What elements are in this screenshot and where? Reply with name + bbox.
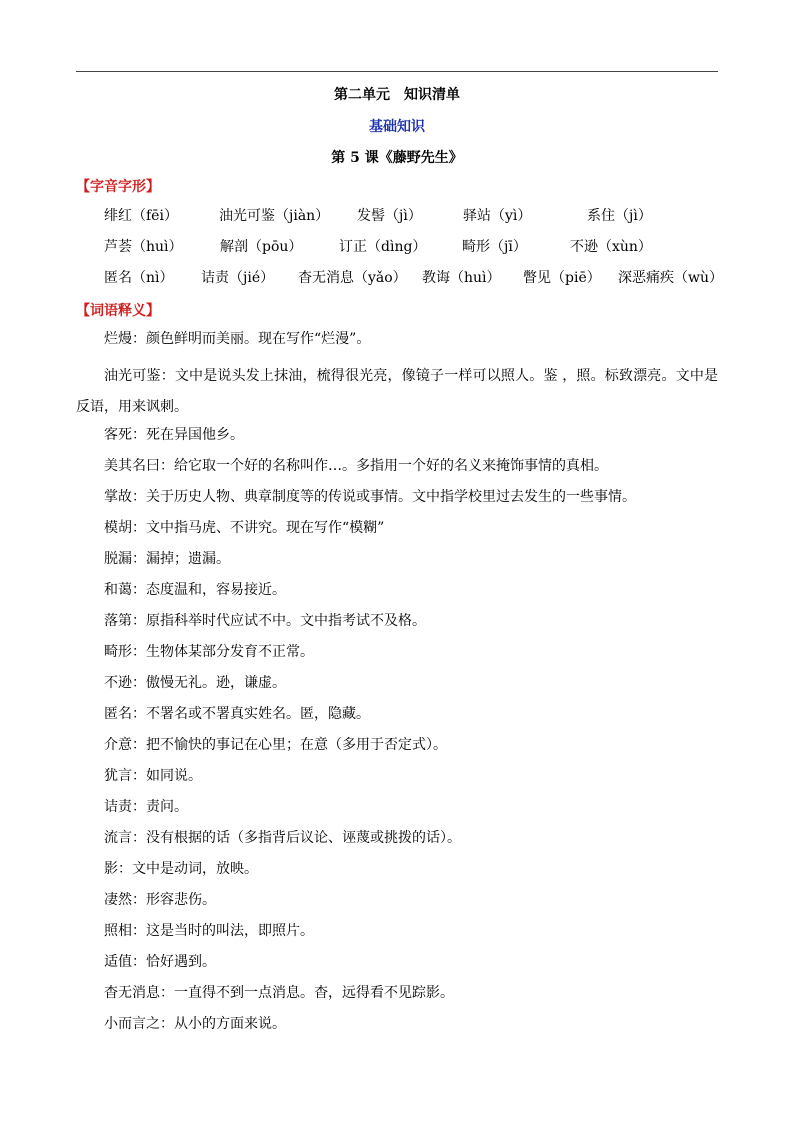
vocabulary-item: 不逊：傲慢无礼。逊，谦虚。 (104, 675, 286, 691)
vocabulary-item: 油光可鉴：文中是说头发上抹油，梳得很光亮，像镜子一样可以照人。鉴 ，照。标致漂亮。文中是反语，用来讽刺。 (76, 368, 718, 415)
pronunciation-item: 订正（dìng） (339, 239, 427, 255)
vocabulary-item: 客死：死在异国他乡。 (104, 427, 244, 443)
vocabulary-item: 烂熳：颜色鲜明而美丽。现在写作“烂漫”。 (104, 331, 371, 347)
vocabulary-item: 模胡：文中指马虎、不讲究。现在写作“模糊” (104, 520, 385, 536)
pronunciation-item: 深恶痛疾（wù） (618, 270, 723, 286)
vocabulary-item: 和蔼：态度温和，容易接近。 (104, 582, 286, 598)
pronunciation-item: 发髻（jì） (357, 208, 422, 224)
vocabulary-item: 犹言：如同说。 (104, 768, 202, 784)
vocabulary-item: 掌故：关于历史人物、典章制度等的传说或事情。文中指学校里过去发生的一些事情。 (104, 489, 636, 505)
vocabulary-item: 照相：这是当时的叫法，即照片。 (104, 923, 314, 939)
vocabulary-item: 介意：把不愉快的事记在心里；在意（多用于否定式）。 (104, 737, 447, 753)
pronunciation-item: 瞥见（piē） (523, 270, 601, 286)
pronunciation-item: 匿名（nì） (104, 270, 174, 286)
vocabulary-item: 流言：没有根据的话（多指背后议论、诬蔑或挑拨的话）。 (104, 830, 461, 846)
pronunciation-item: 不逊（xùn） (570, 239, 652, 255)
vocabulary-item: 脱漏：漏掉；遗漏。 (104, 551, 230, 567)
vocabulary-item: 杳无消息：一直得不到一点消息。杳，远得看不见踪影。 (104, 985, 454, 1001)
pronunciation-item: 绯红（fēi） (104, 208, 178, 224)
vocabulary-item: 影：文中是动词，放映。 (104, 861, 258, 877)
vocabulary-item: 小而言之：从小的方面来说。 (104, 1016, 286, 1032)
pronunciation-item: 系住（jì） (587, 208, 652, 224)
vocabulary-tag: 【词语释义】 (76, 303, 160, 319)
vocabulary-item: 畸形：生物体某部分发育不正常。 (104, 644, 314, 660)
pronunciation-item: 芦荟（huì） (104, 239, 183, 255)
pronunciation-row (76, 205, 726, 227)
vocabulary-item: 诘责：责问。 (104, 799, 188, 815)
pronunciation-item: 驿站（yì） (463, 208, 532, 224)
vocabulary-item: 落第：原指科举时代应试不中。文中指考试不及格。 (104, 613, 426, 629)
pronunciation-row (76, 236, 726, 258)
vocabulary-item: 凄然：形容悲伤。 (104, 892, 216, 908)
pronunciation-item: 解剖（pōu） (220, 239, 303, 255)
pronunciation-tag: 【字音字形】 (76, 179, 160, 195)
vocabulary-item: 适值：恰好遇到。 (104, 954, 216, 970)
header-rule (76, 71, 718, 72)
lesson-title: 第 5 课《藤野先生》 (331, 150, 463, 166)
pronunciation-item: 畸形（jī） (462, 239, 527, 255)
section-title: 基础知识 (369, 119, 425, 135)
vocabulary-list (76, 330, 718, 1046)
vocabulary-item: 美其名曰：给它取一个好的名称叫作…。多指用一个好的名义来掩饰事情的真相。 (104, 458, 608, 474)
pronunciation-item: 诘责（jié） (201, 270, 275, 286)
pronunciation-item: 教诲（huì） (422, 270, 501, 286)
pronunciation-row (76, 267, 726, 289)
vocabulary-item: 匿名：不署名或不署真实姓名。匿，隐藏。 (104, 706, 370, 722)
pronunciation-item: 杳无消息（yǎo） (298, 270, 407, 286)
unit-title: 第二单元 知识清单 (334, 87, 460, 103)
pronunciation-item: 油光可鉴（jiàn） (219, 208, 330, 224)
